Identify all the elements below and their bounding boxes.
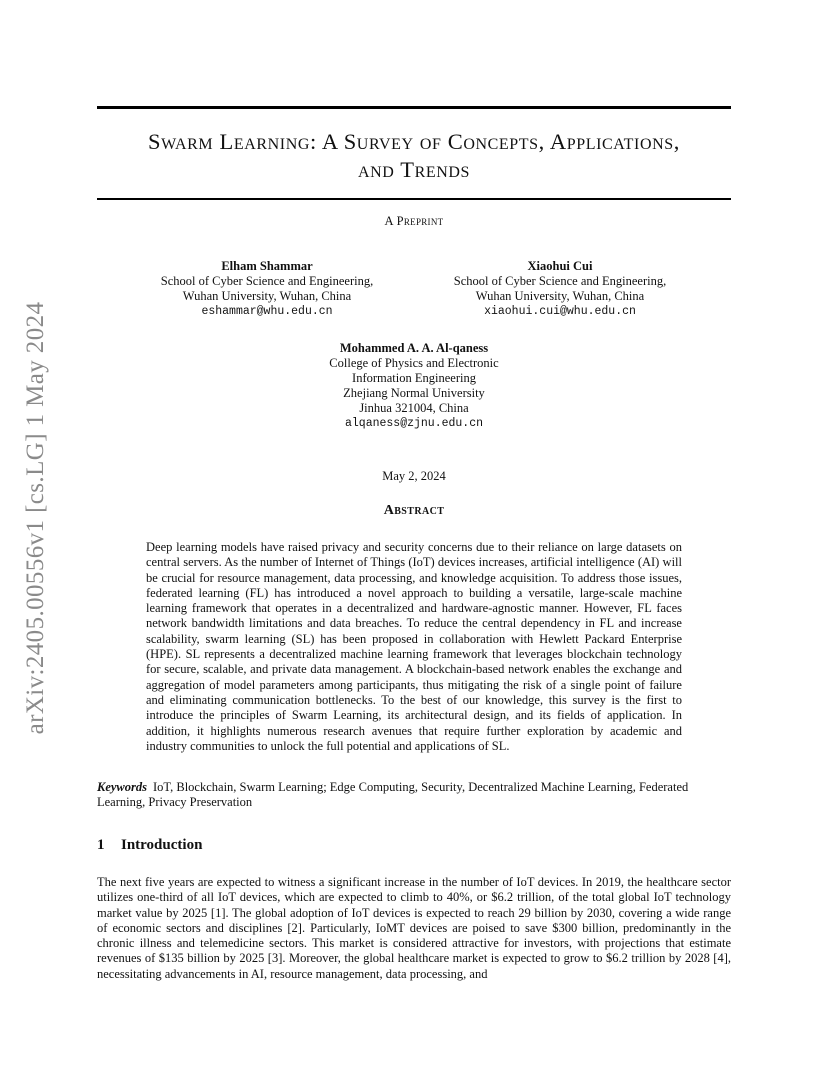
author-block [289,341,539,431]
author-affiliation: College of Physics and Electronic [329,356,499,370]
preprint-label: A Preprint [384,214,444,228]
publication-date: May 2, 2024 [382,469,446,483]
author-email[interactable]: eshammar@whu.edu.cn [201,305,333,318]
author-affiliation: Information Engineering [352,371,476,385]
introduction-paragraph: The next five years are expected to witness a significant increase in the number of IoT devices. In 2019, the healthcare sector utilizes one-third of all IoT devices, which are expected to climb to 40%, or $6.2 trillion, of the total global IoT technology market value by 2025 [1]. The global adoption of IoT devices is expected to reach 29 billion by 2030, covering a wide range of economic sectors and disciplines [2]. Particularly, IoMT devices are poised to save $300 billion, predominantly in the chronic illness and telemedicine sectors. This market is considered attractive for investors, with projections that estimate revenues of $135 billion by 2025 [3]. Moreover, the global healthcare market is expected to grow to $6.2 trillion by 2028 [4], necessitating advancements in AI, resource management, data processing, and [97,875,731,981]
abstract-text: Deep learning models have raised privacy and security concerns due to their reliance on large datasets on central servers. As the number of Internet of Things (IoT) devices increases, artificial intelligence (AI) will be crucial for resource management, data processing, and knowledge acquisition. To address those issues, federated learning (FL) has introduced a novel approach to building a versatile, large-scale machine learning framework that operates in a decentralized and hardware-agnostic manner. However, FL faces network bandwidth limitations and data breaches. To reduce the central dependency in FL and increase scalability, swarm learning (SL) has been proposed in collaboration with Hewlett Packard Enterprise (HPE). SL represents a decentralized machine learning framework that leverages blockchain technology for secure, scalable, and private data management. A blockchain-based network enables the exchange and aggregation of model parameters among participants, thus mitigating the risk of a single point of failure and eliminating communication bottlenecks. To the best of our knowledge, this survey is the first to introduce the principles of Swarm Learning, its architectural design, and its fields of application. In addition, it highlights numerous research avenues that require further exploration by academic and industry communities to unlock the full potential and applications of SL. [146,540,682,753]
paper-title-line-2: and Trends [357,157,471,182]
title-bottom-rule [97,198,731,200]
author-affiliation: Wuhan University, Wuhan, China [475,289,645,303]
abstract-heading: Abstract [383,503,445,518]
section-heading [97,837,202,854]
author-affiliation: Jinhua 321004, China [359,401,469,415]
author-affiliation: School of Cyber Science and Engineering, [160,274,374,288]
author-name: Mohammed A. A. Al-qaness [339,341,489,355]
keywords-list: IoT, Blockchain, Swarm Learning; Edge Computing, Security, Decentralized Machine Learning, Federated Learning, Privacy Preservation [97,780,689,810]
keywords-line [97,780,731,811]
author-affiliation: Zhejiang Normal University [343,386,485,400]
author-email[interactable]: alqaness@zjnu.edu.cn [344,417,484,430]
author-block [148,259,386,319]
paper-title-line-1: Swarm Learning: A Survey of Concepts, Applications, [147,129,681,154]
author-name: Xiaohui Cui [527,259,593,273]
author-email[interactable]: xiaohui.cui@whu.edu.cn [484,305,636,318]
author-affiliation: Wuhan University, Wuhan, China [182,289,352,303]
paper-title [97,128,731,184]
author-affiliation: School of Cyber Science and Engineering, [453,274,667,288]
title-top-rule [97,106,731,109]
section-number: 1 [97,837,105,853]
section-title: Introduction [121,837,203,853]
arxiv-identifier-stamp: arXiv:2405.00556v1 [cs.LG] 1 May 2024 [22,301,49,735]
author-block [441,259,679,319]
keywords-label: Keywords [97,780,147,794]
author-name: Elham Shammar [221,259,313,273]
